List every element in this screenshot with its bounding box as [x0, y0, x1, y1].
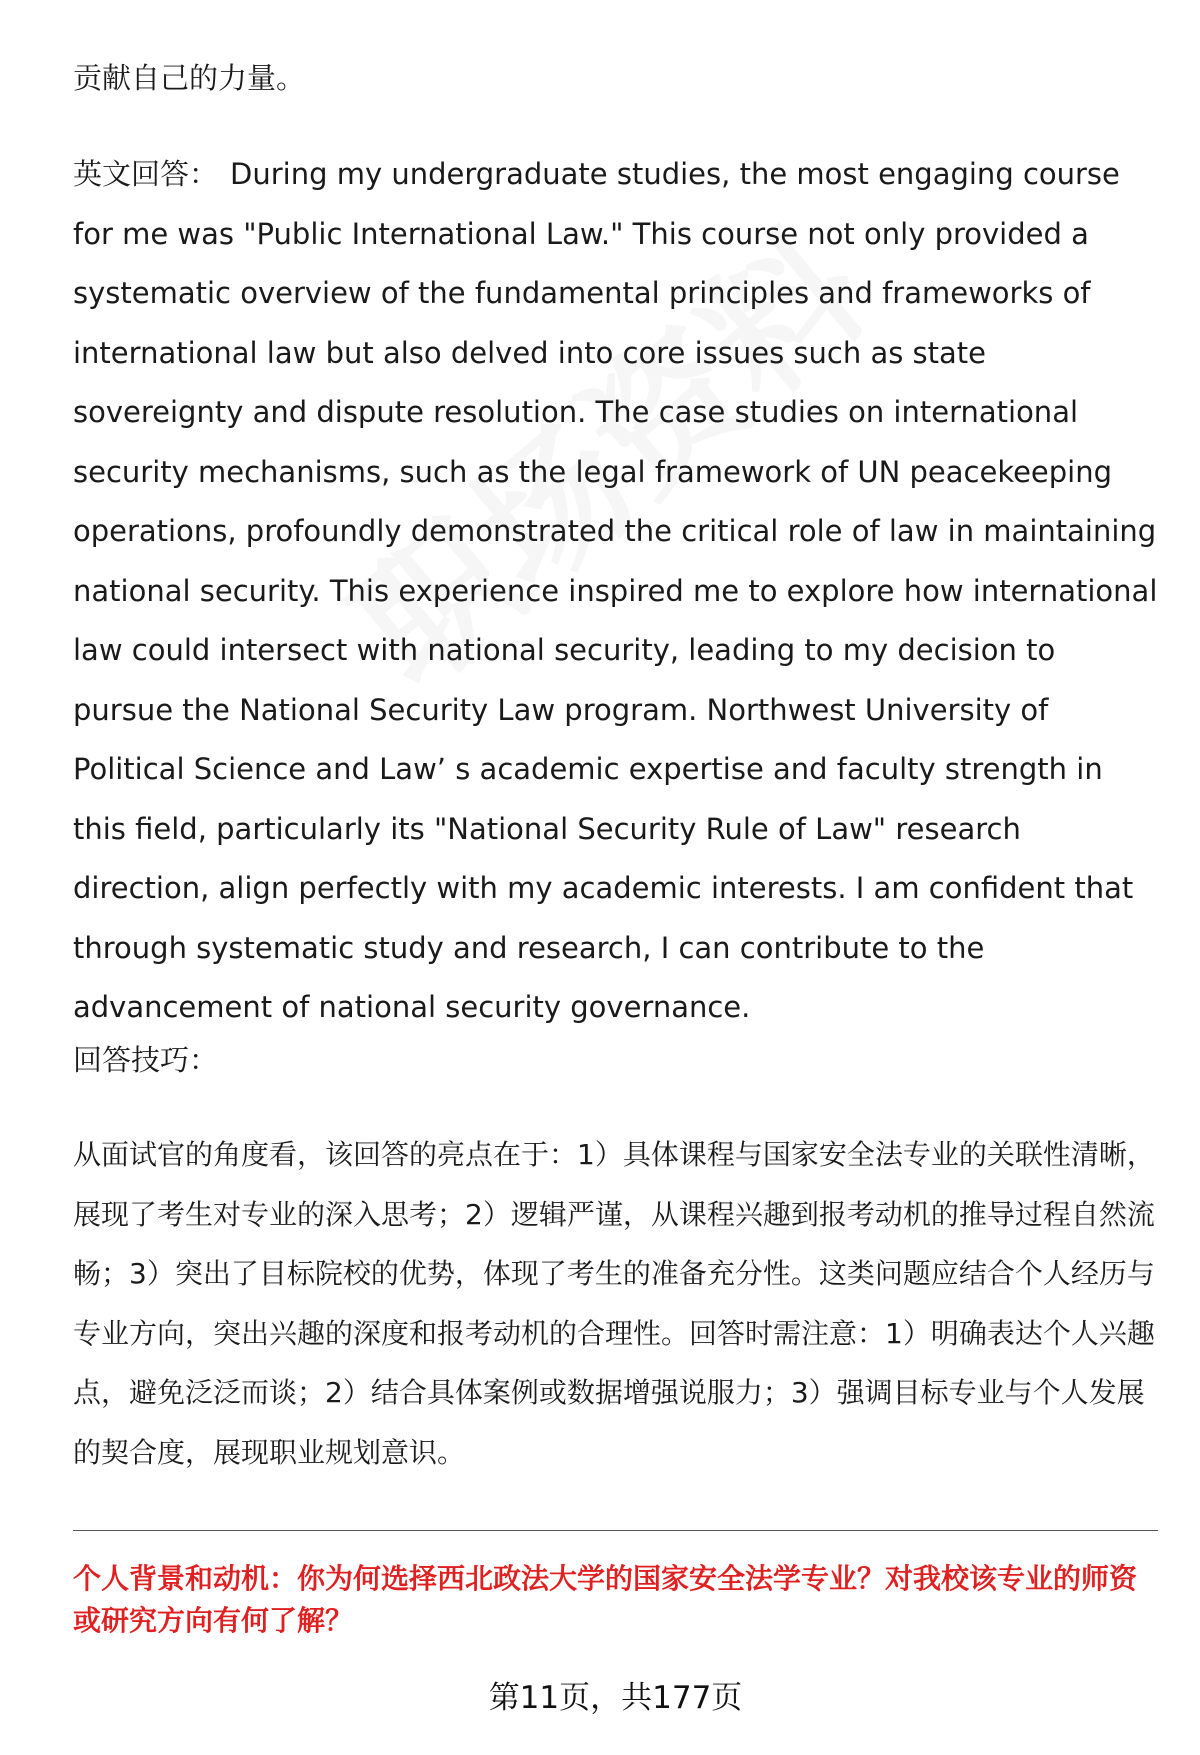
english-answer-paragraph: [73, 145, 1158, 1038]
english-answer-label: 英文回答：: [73, 157, 219, 191]
section-divider: [73, 1530, 1158, 1531]
next-question-heading: 个人背景和动机：你为何选择西北政法大学的国家安全法学专业？对我校该专业的师资或研究方向有何了解？: [73, 1562, 1138, 1637]
continuation-text: 贡献自己的力量。: [73, 61, 306, 95]
tips-text: 从面试官的角度看，该回答的亮点在于：1）具体课程与国家安全法专业的关联性清晰，展现了考生对专业的深入思考；2）逻辑严谨，从课程兴趣到报考动机的推导过程自然流畅；3）突出了目标院校的优势，体现了考生的准备充分性。这类问题应结合个人经历与专业方向，突出兴趣的深度和报考动机的合理性。回答时需注意：1）明确表达个人兴趣点，避免泛泛而谈；2）结合具体案例或数据增强说服力；3）强调目标专业与个人发展的契合度，展现职业规划意识。: [73, 1138, 1155, 1469]
english-answer-text: During my undergraduate studies, the most engaging course for me was "Public International Law." This course not only provided a systematic overview of the fundamental principles and frameworks of international law but also delved into core issues such as state sovereignty and dispute resolution. The case studies on international security mechanisms, such as the legal framework of UN peacekeeping operations, profoundly demonstrated the critical role of law in maintaining national security. This experience inspired me to explore how international law could intersect with national security, leading to my decision to pursue the National Security Law program. Northwest University of Political Science and Law’ s academic expertise and faculty strength in this field, particularly its "National Security Rule of Law" research direction, align perfectly with my academic interests. I am confident that through systematic study and research, I can contribute to the advancement of national security governance.: [73, 157, 1158, 1024]
document-page: [73, 0, 1158, 1755]
tips-label: 回答技巧：: [73, 1043, 219, 1077]
page-number: 第11页，共177页: [488, 1680, 743, 1716]
